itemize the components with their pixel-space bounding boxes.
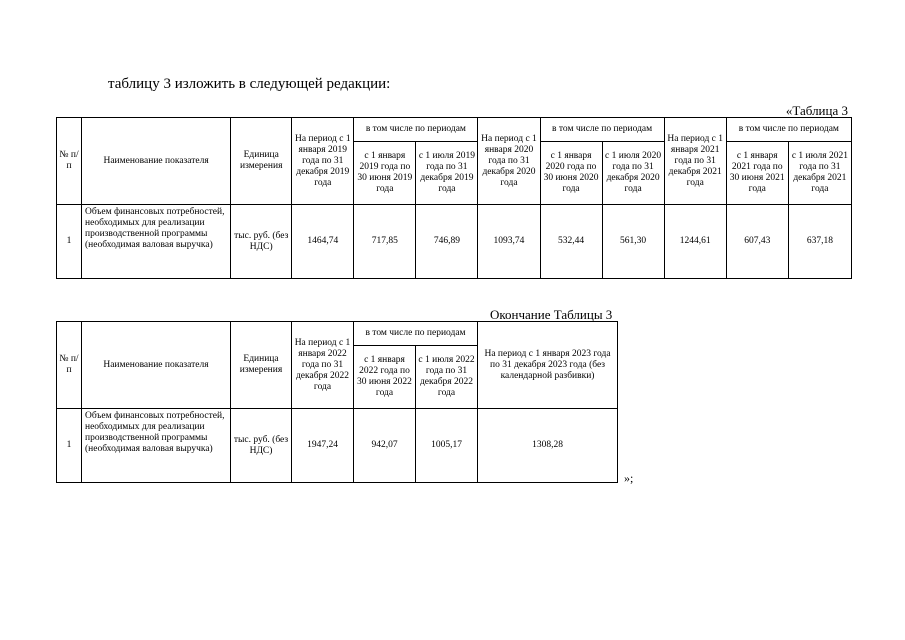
row-indicator-name: Объем финансовых потребностей, необходимых для реализации производственной программы (необходимая валовая выручка) — [82, 409, 231, 483]
table1 — [56, 117, 852, 279]
value-2020-total: 1093,74 — [478, 205, 540, 279]
header-2020-first-half: с 1 января 2020 года по 30 июня 2020 года — [540, 142, 602, 205]
header-2019-total: На период с 1 января 2019 года по 31 декабря 2019 года — [292, 118, 354, 205]
header-2023-total: На период с 1 января 2023 года по 31 декабря 2023 года (без календарной разбивки) — [478, 322, 618, 409]
header-2022-including: в том числе по периодам — [354, 322, 478, 346]
value-2021-first-half: 607,43 — [726, 205, 788, 279]
value-2022-total: 1947,24 — [292, 409, 354, 483]
value-2019-first-half: 717,85 — [354, 205, 416, 279]
value-2021-second-half: 637,18 — [788, 205, 851, 279]
table2-caption: Окончание Таблицы 3 — [490, 307, 613, 322]
header-2020-total: На период с 1 января 2020 года по 31 декабря 2020 года — [478, 118, 540, 205]
value-2019-total: 1464,74 — [292, 205, 354, 279]
header-2020-second-half: с 1 июля 2020 года по 31 декабря 2020 года — [602, 142, 664, 205]
table-row — [57, 409, 618, 483]
header-2022-total: На период с 1 января 2022 года по 31 декабря 2022 года — [292, 322, 354, 409]
header-unit: Единица измерения — [231, 118, 292, 205]
value-2020-second-half: 561,30 — [602, 205, 664, 279]
header-2019-first-half: с 1 января 2019 года по 30 июня 2019 года — [354, 142, 416, 205]
header-2021-second-half: с 1 июля 2021 года по 31 декабря 2021 года — [788, 142, 851, 205]
header-2020-including: в том числе по периодам — [540, 118, 664, 142]
intro-text: таблицу 3 изложить в следующей редакции: — [108, 76, 391, 92]
value-2020-first-half: 532,44 — [540, 205, 602, 279]
header-2021-first-half: с 1 января 2021 года по 30 июня 2021 года — [726, 142, 788, 205]
header-2019-including: в том числе по периодам — [354, 118, 478, 142]
header-2022-first-half: с 1 января 2022 года по 30 июня 2022 года — [354, 346, 416, 409]
value-2022-first-half: 942,07 — [354, 409, 416, 483]
closing-quote-mark: »; — [624, 471, 634, 485]
header-indicator-name: Наименование показателя — [82, 322, 231, 409]
row-unit: тыс. руб. (без НДС) — [231, 409, 292, 483]
row-unit: тыс. руб. (без НДС) — [231, 205, 292, 279]
row-number: 1 — [57, 205, 82, 279]
table-row — [57, 205, 852, 279]
header-2021-total: На период с 1 января 2021 года по 31 декабря 2021 года — [664, 118, 726, 205]
header-number: № п/п — [57, 118, 82, 205]
header-2019-second-half: с 1 июля 2019 года по 31 декабря 2019 года — [416, 142, 478, 205]
value-2023-total: 1308,28 — [478, 409, 618, 483]
row-indicator-name: Объем финансовых потребностей, необходимых для реализации производственной программы (необходимая валовая выручка) — [82, 205, 231, 279]
header-2021-including: в том числе по периодам — [726, 118, 851, 142]
header-unit: Единица измерения — [231, 322, 292, 409]
value-2021-total: 1244,61 — [664, 205, 726, 279]
row-number: 1 — [57, 409, 82, 483]
value-2022-second-half: 1005,17 — [416, 409, 478, 483]
table2 — [56, 321, 618, 483]
header-2022-second-half: с 1 июля 2022 года по 31 декабря 2022 года — [416, 346, 478, 409]
value-2019-second-half: 746,89 — [416, 205, 478, 279]
header-indicator-name: Наименование показателя — [82, 118, 231, 205]
table1-caption: «Таблица 3 — [785, 103, 848, 118]
header-number: № п/п — [57, 322, 82, 409]
